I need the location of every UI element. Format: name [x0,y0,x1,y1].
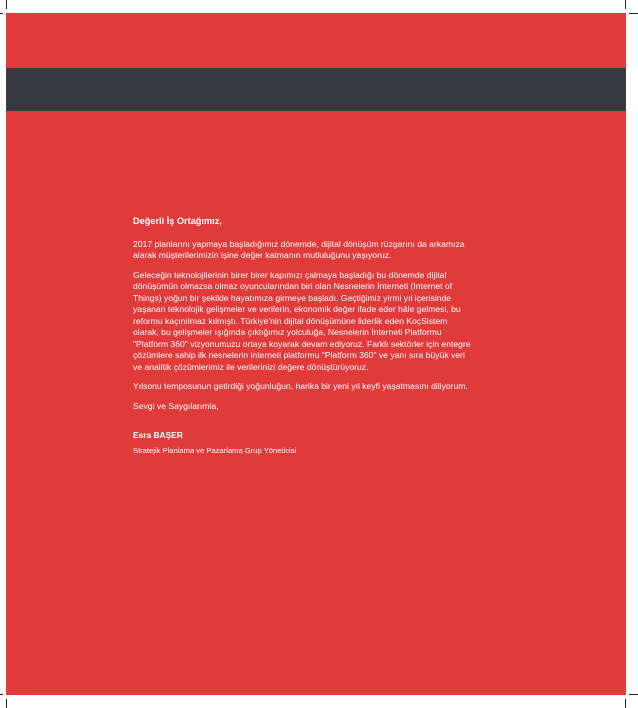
header-band [6,68,626,111]
crop-mark-top-right [625,0,626,9]
crop-mark-bottom-left [6,699,7,708]
crop-mark-right-top [629,13,638,14]
signature-title: Stratejik Planlama ve Pazarlama Grup Yöneticisi [133,445,297,455]
letter-body [133,216,473,456]
crop-mark-left-bottom [0,694,3,695]
crop-mark-right-bottom [629,694,638,695]
letter-paragraph: Geleceğin teknolojilerinin birer birer kapımızı çalmaya başladığı bu dönemde dijital dönüşümün olmazsa olmaz oyuncularından biri olan Nesnelerin İnterneti (Internet of Things) yoğun bir şekilde hayatımıza girmeye başladı. Geçtiğimiz yirmi yıl içerisinde yaşanan teknolojik gelişmeler ve verilerin, ekonomik değer ifade eder hâle gelmesi, bu reformu kaçınılmaz kılmıştı. Türkiye'nin dijital dönüşümüne liderlik eden KoçSistem olarak, bu gelişmeler ışığında çıktığımız yolculuğa, Nesnelerin İnterneti Platformu "Platform 360" vizyonumuzu ortaya koyarak devam ediyoruz. Farklı sektörler için entegre çözümlere sahip ilk nesnelerin interneti platformu "Platform 360" ve yanı sıra büyük veri ve analitik çözümlerimiz ile verilerinizi değere dönüştürüyoruz. [133,269,471,372]
letter-paragraph: 2017 planlarını yapmaya başladığımız dönemde, dijital dönüşüm rüzgarını da arkamıza alarak müşterilerimizin işine değer katmanın mutluluğunu yaşıyoruz. [133,238,465,260]
letter-greeting: Değerli İş Ortağımız, [133,216,222,226]
crop-mark-top-left [6,0,7,9]
signature-name: Esra BAŞER [133,430,183,440]
letter-paragraph: Yılsonu temposunun getirdiği yoğunluğun, harika bir yeni yıl keyfi yaşatmasını diliyorum. [133,381,468,391]
crop-mark-bottom-right [625,699,626,708]
letter-closing: Sevgi ve Saygılarımla, [133,400,219,411]
crop-mark-left-top [0,13,3,14]
